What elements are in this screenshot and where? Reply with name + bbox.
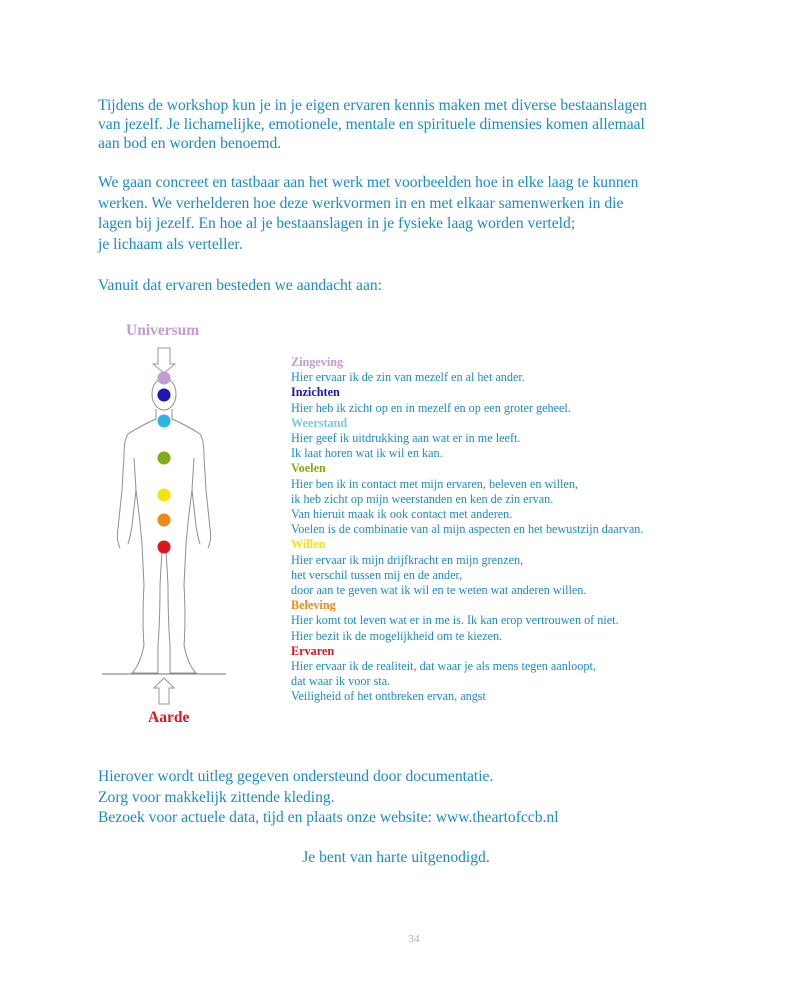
section-heading: Weerstand [291,415,348,430]
intro-line: aan bod en worden benoemd. [98,135,282,152]
page-number: 34 [408,933,420,945]
chakra-section [291,598,643,644]
section-line: Voelen is de combinatie van al mijn aspecten en het bewustzijn daarvan. [291,522,644,537]
section-line: het verschil tussen mij en de ander, [291,567,463,582]
arrow-up-icon [154,678,174,704]
section-line: Hier ben ik in contact met mijn ervaren, beleven en willen, [291,476,578,491]
section-line: Veiligheid of het ontbreken ervan, angst [291,689,486,704]
arrow-down-icon [153,348,175,373]
intro-line: van jezelf. Je lichamelijke, emotionele, mentale en spirituele dimensies komen allemaal [98,116,645,133]
work-line: werken. We verhelderen hoe deze werkvormen in en met elkaar samenwerken in die [98,194,624,212]
chakra-section [291,355,643,385]
intro-paragraph [98,96,647,153]
info-line: Hierover wordt uitleg gegeven ondersteund door documentatie. [98,768,494,785]
chakra-dot-sacral [158,514,171,527]
section-heading: Beleving [291,598,336,613]
section-line: Hier ervaar ik mijn drijfkracht en mijn grenzen, [291,552,524,567]
chakra-dot-root [158,541,171,554]
chakra-section [291,416,643,462]
info-paragraph [98,767,559,829]
section-heading: Willen [291,537,326,552]
chakra-dot-solar-plexus [158,489,171,502]
info-line: Zorg voor makkelijk zittende kleding. [98,788,335,806]
universe-label: Universum [126,322,200,339]
attention-line: Vanuit dat ervaren besteden we aandacht aan: [98,277,383,294]
section-heading: Voelen [291,461,326,476]
chakra-dot-crown [158,372,171,385]
section-line: Van hieruit maak ik ook contact met anderen. [291,507,513,522]
chakra-section [291,385,643,415]
info-line: Bezoek voor actuele data, tijd en plaats onze website: www.theartofccb.nl [98,809,559,826]
section-line: ik heb zicht op mijn weerstanden en ken de zin ervan. [291,491,554,506]
chakra-descriptions [291,355,643,705]
section-line: dat waar ik voor sta. [291,674,391,689]
chakra-section [291,537,643,598]
section-heading: Inzichten [291,385,340,400]
section-line: Hier komt tot leven wat er in me is. Ik kan erop vertrouwen of niet. [291,613,619,628]
chakra-dot-throat [158,415,171,428]
intro-line: Tijdens de workshop kun je in je eigen ervaren kennis maken met diverse bestaanslagen [98,97,647,114]
work-line: lagen bij jezelf. En hoe al je bestaanslagen in je fysieke laag worden verteld; [98,215,576,232]
work-paragraph [98,173,638,255]
chakra-dot-third-eye [158,389,171,402]
chakra-dot-heart [158,452,171,465]
section-line: door aan te geven wat ik wil en te weten wat anderen willen. [291,583,587,598]
earth-label: Aarde [148,709,190,726]
section-line: Hier bezit ik de mogelijkheid om te kiezen. [291,628,503,643]
section-line: Hier ervaar ik de realiteit, dat waar je als mens tegen aanloopt, [291,659,596,674]
closing-invitation: Je bent van harte uitgenodigd. [302,849,490,866]
section-line: Hier heb ik zicht op en in mezelf en op een groter geheel. [291,400,571,415]
section-heading: Ervaren [291,643,335,658]
chakra-body-figure [96,340,236,710]
chakra-section [291,644,643,705]
section-heading: Zingeving [291,355,344,369]
work-line: je lichaam als verteller. [98,235,243,253]
section-line: Ik laat horen wat ik wil en kan. [291,446,443,461]
section-line: Hier ervaar ik de zin van mezelf en al het ander. [291,370,525,385]
chakra-section [291,461,643,537]
work-line: We gaan concreet en tastbaar aan het werk met voorbeelden hoe in elke laag te kunnen [98,174,639,191]
section-line: Hier geef ik uitdrukking aan wat er in me leeft. [291,431,521,446]
